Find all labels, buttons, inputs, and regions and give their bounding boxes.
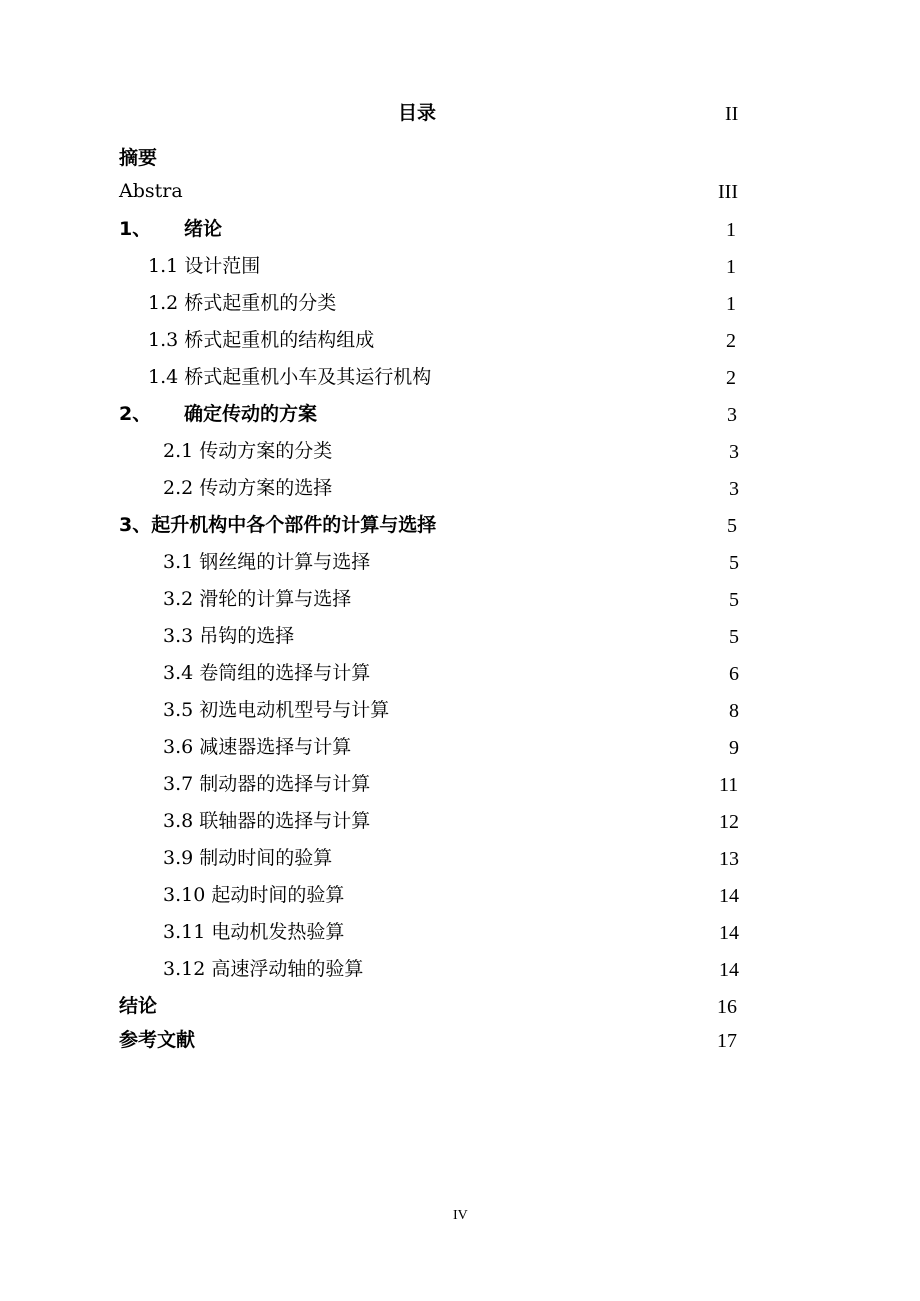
toc-entry-page: 14	[719, 959, 739, 981]
toc-entry-page: 3	[729, 441, 739, 463]
toc-entry-label: 3.5 初选电动机型号与计算	[163, 699, 390, 721]
toc-entry-label: 1.4 桥式起重机小车及其运行机构	[148, 366, 432, 388]
toc-entry-page: 3	[729, 478, 739, 500]
toc-entry-label: 2.2 传动方案的选择	[163, 477, 333, 499]
toc-entry-label: 确定传动的方案	[184, 403, 318, 425]
toc-entry-page: III	[718, 181, 738, 203]
toc-entry-page: 6	[729, 663, 739, 685]
toc-entry-page: 5	[729, 589, 739, 611]
toc-entry-page: 5	[729, 626, 739, 648]
toc-entry-label: 3.12 高速浮动轴的验算	[163, 958, 364, 980]
toc-entry-label: 摘要	[119, 147, 158, 169]
toc-entry-page: 9	[729, 737, 739, 759]
toc-entry-label: 3.3 吊钩的选择	[163, 625, 295, 647]
toc-entry-label: 3.4 卷筒组的选择与计算	[163, 662, 371, 684]
toc-entry-page: 13	[719, 848, 739, 870]
toc-title-page: II	[725, 103, 739, 125]
toc-entry-label: 3.11 电动机发热验算	[163, 921, 345, 943]
toc-entry-label: 3.2 滑轮的计算与选择	[163, 588, 352, 610]
toc-entry-label: 3.9 制动时间的验算	[163, 847, 333, 869]
toc-entry-label: 3.10 起动时间的验算	[163, 884, 345, 906]
toc-entry-number: 1、	[119, 218, 152, 240]
toc-entry-label: 3.1 钢丝绳的计算与选择	[163, 551, 371, 573]
toc-entry-label: 1.2 桥式起重机的分类	[148, 292, 337, 314]
toc-entry-label: 结论	[119, 995, 158, 1017]
toc-entry-page: 3	[727, 404, 737, 426]
toc-entry-page: 1	[726, 256, 736, 278]
toc-entry-label: 3.6 减速器选择与计算	[163, 736, 352, 758]
toc-entry-page: 16	[717, 996, 737, 1018]
toc-entry-label: 3.8 联轴器的选择与计算	[163, 810, 371, 832]
toc-entry-number: 2、	[119, 403, 152, 425]
toc-entry-label: 2.1 传动方案的分类	[163, 440, 333, 462]
toc-entry-page: 1	[726, 293, 736, 315]
toc-entry-label: 3.7 制动器的选择与计算	[163, 773, 371, 795]
toc-entry-page: 11	[719, 774, 739, 796]
toc-entry-page: 17	[717, 1030, 737, 1052]
toc-entry-page: 8	[729, 700, 739, 722]
toc-entry-label: 绪论	[184, 218, 223, 240]
toc-entry-page: 14	[719, 885, 739, 907]
toc-entry-page: 12	[719, 811, 739, 833]
toc-entry-page: 14	[719, 922, 739, 944]
toc-entry-label: 1.3 桥式起重机的结构组成	[148, 329, 375, 351]
toc-entry-page: 2	[726, 367, 736, 389]
toc-entry-page: 2	[726, 330, 736, 352]
toc-entry-label: 1.1 设计范围	[148, 255, 261, 277]
footer-page-number: IV	[453, 1208, 468, 1223]
toc-entry-page: 5	[729, 552, 739, 574]
toc-entry-label: 3、起升机构中各个部件的计算与选择	[119, 514, 437, 536]
toc-entry-page: 5	[727, 515, 737, 537]
toc-entry-page: 1	[726, 219, 736, 241]
toc-title: 目录	[398, 102, 437, 124]
toc-entry-label: 参考文献	[119, 1029, 196, 1051]
toc-entry-label: Abstra	[119, 180, 183, 202]
